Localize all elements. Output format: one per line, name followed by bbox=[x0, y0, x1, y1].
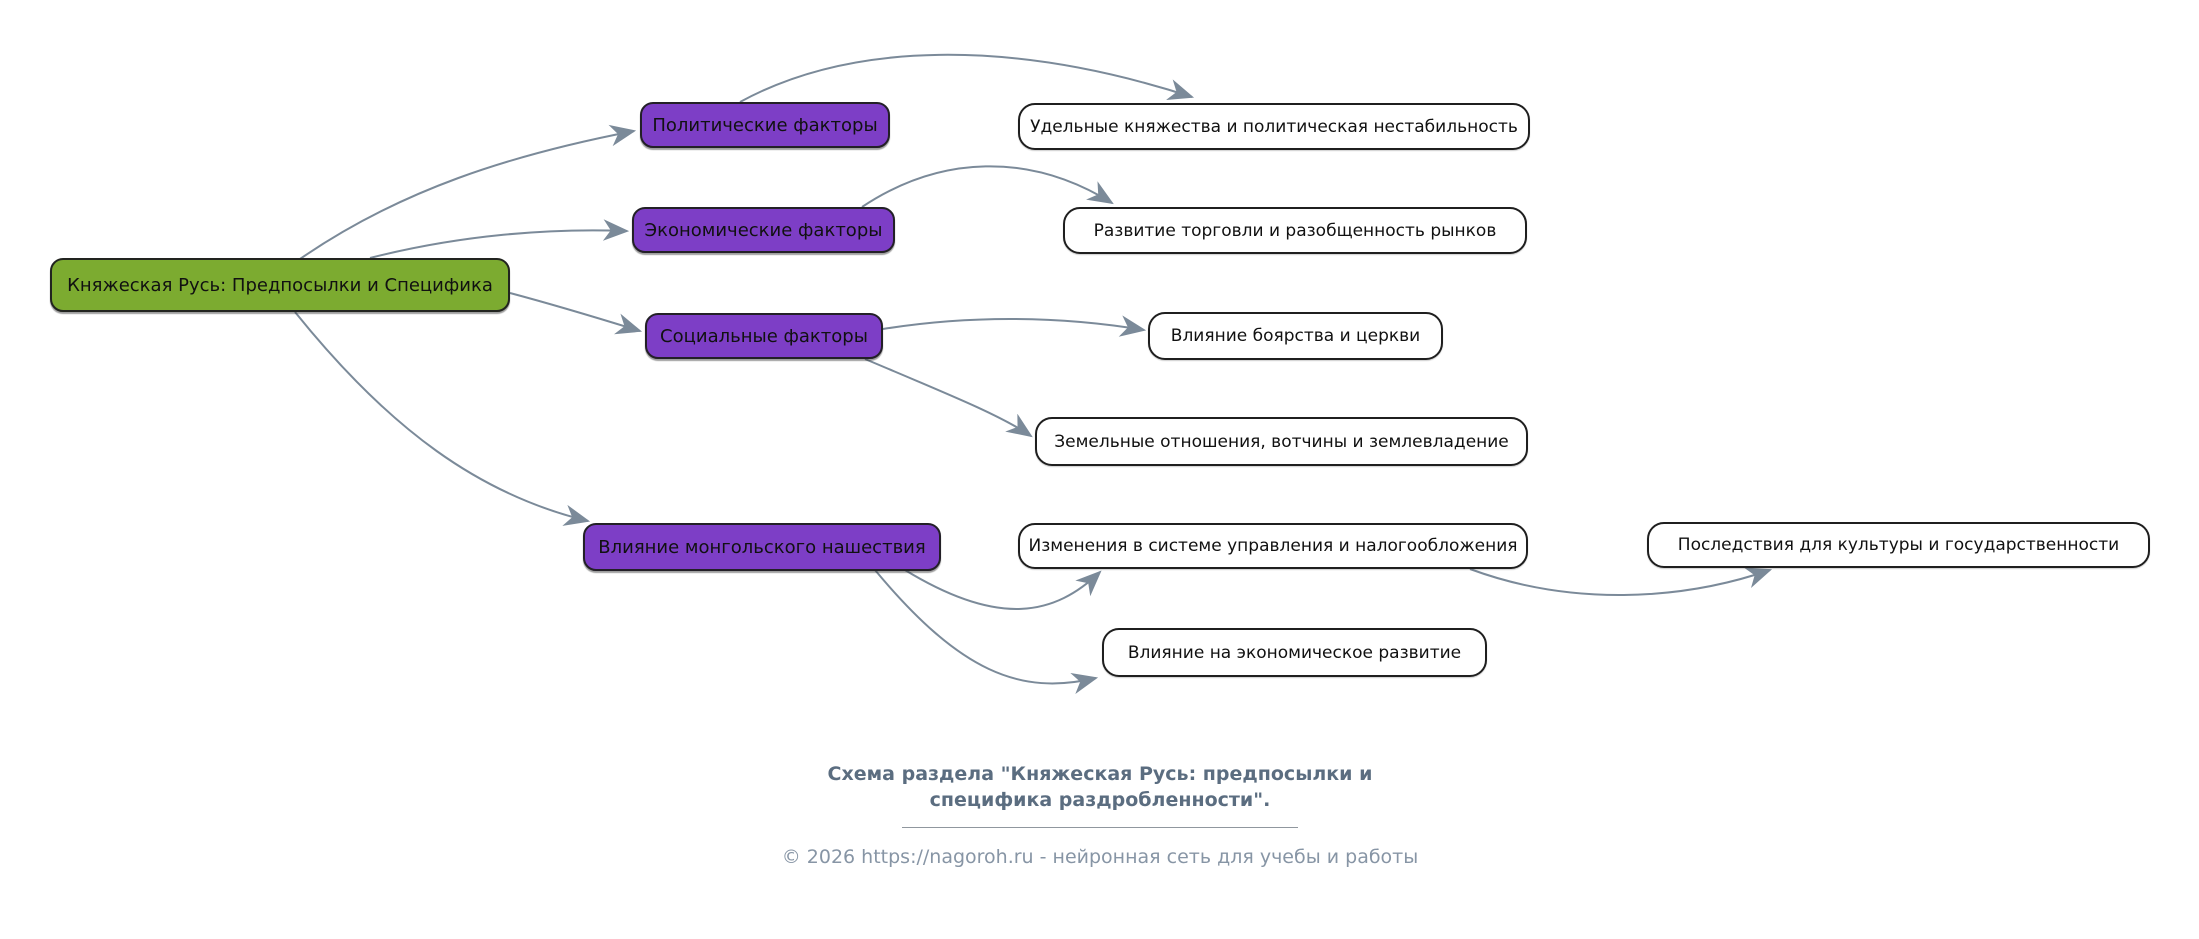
node-mongol-invasion: Влияние монгольского нашествия bbox=[583, 523, 941, 571]
caption-block bbox=[600, 762, 1600, 868]
edge-root-mongol bbox=[295, 312, 588, 521]
node-land-relations: Земельные отношения, вотчины и землевладение bbox=[1035, 417, 1528, 466]
edge-social-boyars bbox=[883, 319, 1144, 330]
caption-line-1: Схема раздела "Княжеская Русь: предпосылки и bbox=[827, 763, 1373, 785]
node-admin-taxation: Изменения в системе управления и налогообложения bbox=[1018, 523, 1528, 569]
caption-divider bbox=[902, 827, 1298, 828]
node-root: Княжеская Русь: Предпосылки и Специфика bbox=[50, 258, 510, 312]
caption-line-2: специфика раздробленности". bbox=[929, 788, 1271, 811]
node-boyars-church: Влияние боярства и церкви bbox=[1148, 312, 1443, 360]
edge-political-udel bbox=[740, 55, 1192, 102]
node-social-factors: Социальные факторы bbox=[645, 313, 883, 359]
edge-mongol-econdev bbox=[875, 570, 1096, 683]
edge-root-economic bbox=[370, 230, 627, 258]
edge-root-social bbox=[510, 293, 640, 331]
edge-mongol-admin bbox=[905, 570, 1100, 609]
node-udel-principalities: Удельные княжества и политическая нестабильность bbox=[1018, 103, 1530, 150]
edge-economic-trade bbox=[862, 166, 1112, 207]
edge-social-land bbox=[865, 359, 1031, 436]
footer-credit: © 2026 https://nagoroh.ru - нейронная сеть для учебы и работы bbox=[781, 846, 1419, 869]
edge-admin-culture bbox=[1470, 569, 1770, 595]
node-trade-markets: Развитие торговли и разобщенность рынков bbox=[1063, 207, 1527, 254]
node-political-factors: Политические факторы bbox=[640, 102, 890, 148]
node-economic-development: Влияние на экономическое развитие bbox=[1102, 628, 1487, 677]
node-economic-factors: Экономические факторы bbox=[632, 207, 895, 253]
node-culture-statehood: Последствия для культуры и государственности bbox=[1647, 522, 2150, 568]
